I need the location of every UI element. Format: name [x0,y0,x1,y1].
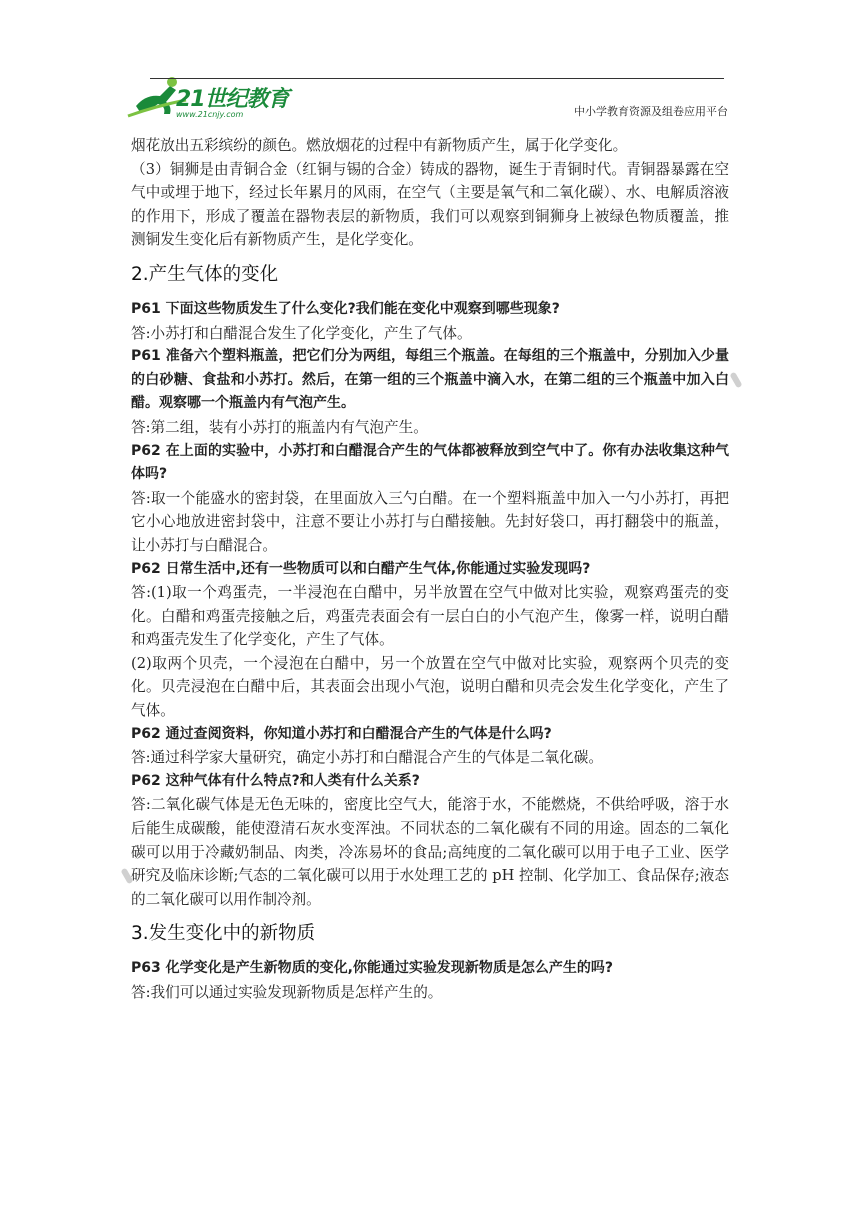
answer-paragraph: 烟花放出五彩缤纷的颜色。燃放烟花的过程中有新物质产生，属于化学变化。 [131,137,628,154]
logo-text: 21世纪教育 [176,87,289,112]
section-heading: 3.发生变化中的新物质 [131,923,316,945]
question-text: P61 下面这些物质发生了什么变化?我们能在变化中观察到哪些现象? [131,300,560,317]
answer-paragraph: 答:(1)取一个鸡蛋壳，一半浸泡在白醋中，另半放置在空气中做对比实验，观察鸡蛋壳的变化。白醋和鸡蛋壳接触之后，鸡蛋壳表面会有一层白白的小气泡产生，像雾一样，说明白醋和鸡蛋壳发生了化学变化，产生了气体。 [131,584,729,649]
question-text: P62 日常生活中,还有一些物质可以和白醋产生气体,你能通过实验发现吗? [131,560,591,577]
question-text: P62 这种气体有什么特点?和人类有什么关系? [131,772,420,789]
question-text: P62 通过查阅资料，你知道小苏打和白醋混合产生的气体是什么吗? [131,725,552,742]
answer-paragraph: 答:取一个能盛水的密封袋，在里面放入三勺白醋。在一个塑料瓶盖中加入一勺小苏打，再把它小心地放进密封袋中，注意不要让小苏打与白醋接触。先封好袋口，再打翻袋中的瓶盖，让小苏打与白醋混合。 [131,489,729,554]
page-header [0,0,860,130]
section-heading: 2.产生气体的变化 [131,263,279,285]
question-text: P62 在上面的实验中，小苏打和白醋混合产生的气体都被释放到空气中了。你有办法收集这种气体吗? [131,442,729,483]
answer-paragraph: 答:小苏打和白醋混合发生了化学变化，产生了气体。 [131,324,472,342]
answer-paragraph: 答:二氧化碳气体是无色无味的，密度比空气大，能溶于水，不能燃烧，不供给呼吸，溶于水后能生成碳酸，能使澄清石灰水变浑浊。不同状态的二氧化碳有不同的用途。固态的二氧化碳可以用于冷藏奶制品、肉类，冷冻易坏的食品;高纯度的二氧化碳可以用于电子工业、医学研究及临床诊断;气态的二氧化碳可以用于水处理工艺的 pH 控制、化学加工、食品保存;液态的二氧化碳可以用作制冷剂。 [131,796,729,908]
answer-paragraph: 答:我们可以通过实验发现新物质是怎样产生的。 [131,984,443,1001]
logo-url: www.21cnjy.com [176,110,244,119]
answer-paragraph: （3）铜狮是由青铜合金（红铜与锡的合金）铸成的器物，诞生于青铜时代。青铜器暴露在空气中或埋于地下，经过长年累月的风雨，在空气（主要是氧气和二氧化碳）、水、电解质溶液的作用下，形成了覆盖在器物表层的新物质，我们可以观察到铜狮身上被绿色物质覆盖，推测铜发生变化后有新物质产生，是化学变化。 [131,160,729,249]
question-text: P61 准备六个塑料瓶盖，把它们分为两组，每组三个瓶盖。在每组的三个瓶盖中，分别加入少量的白砂糖、食盐和小苏打。然后，在第一组的三个瓶盖中滴入水，在第二组的三个瓶盖中加入白醋。观察哪一个瓶盖内有气泡产生。 [131,348,729,412]
header-divider [150,78,724,79]
document-body [131,134,729,1005]
answer-paragraph: 答:通过科学家大量研究，确定小苏打和白醋混合产生的气体是二氧化碳。 [131,749,603,767]
answer-paragraph: (2)取两个贝壳，一个浸泡在白醋中，另一个放置在空气中做对比实验，观察两个贝壳的变化。贝壳浸泡在白醋中后，其表面会出现小气泡，说明白醋和贝壳会发生化学变化，产生了气体。 [131,654,729,720]
question-text: P63 化学变化是产生新物质的变化,你能通过实验发现新物质是怎么产生的吗? [131,960,614,977]
platform-name: 中小学教育资源及组卷应用平台 [574,105,728,118]
answer-paragraph: 答:第二组，装有小苏打的瓶盖内有气泡产生。 [131,418,428,436]
scan-mark [729,372,742,389]
